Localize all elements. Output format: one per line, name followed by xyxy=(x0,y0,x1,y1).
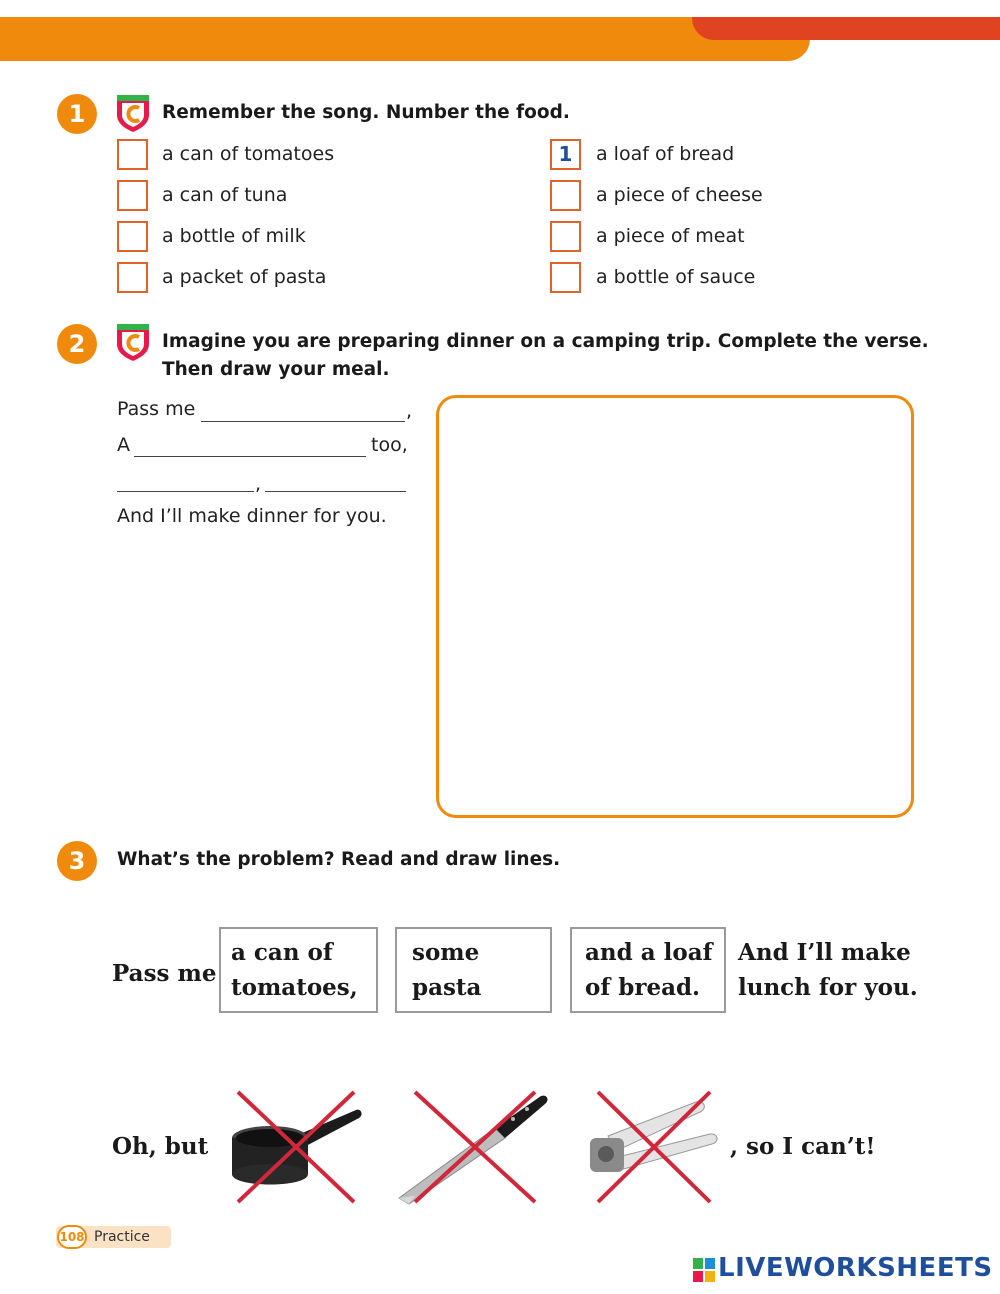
exercise-2-instruction-line1: Imagine you are preparing dinner on a camping trip. Complete the verse. xyxy=(162,331,929,352)
shield-c-icon xyxy=(115,93,151,133)
number-box-pasta[interactable] xyxy=(117,262,148,293)
ending-line2: lunch for you. xyxy=(738,974,918,1001)
exercise-3-instruction: What’s the problem? Read and draw lines. xyxy=(117,849,561,870)
word-box-line: pasta xyxy=(412,974,482,1001)
exercise-1-number: 1 xyxy=(57,94,97,134)
word-box-line: some xyxy=(412,939,480,966)
verse-line4: And I’ll make dinner for you. xyxy=(117,505,387,527)
item-label: a loaf of bread xyxy=(596,143,735,165)
verse-line1-prefix: Pass me xyxy=(117,398,196,420)
oh-but-text: Oh, but xyxy=(112,1133,209,1160)
word-box-line: and a loaf xyxy=(585,939,713,966)
section-label: Practice xyxy=(94,1229,150,1245)
verse-blank-3[interactable] xyxy=(117,491,254,492)
exercise-2-instruction-line2: Then draw your meal. xyxy=(162,359,390,380)
word-box-bread[interactable] xyxy=(570,927,726,1013)
number-box-cheese[interactable] xyxy=(550,180,581,211)
drawing-area[interactable] xyxy=(436,395,914,818)
verse-blank-2[interactable] xyxy=(134,456,366,457)
liveworksheets-brand[interactable]: LIVEWORKSHEETS xyxy=(718,1253,993,1283)
word-box-line: tomatoes, xyxy=(231,974,358,1001)
number-box-tomatoes[interactable] xyxy=(117,139,148,170)
verse-line3-comma: , xyxy=(255,473,262,495)
shield-c-icon xyxy=(115,322,151,362)
number-box-bread[interactable]: 1 xyxy=(550,139,581,170)
header-bar-orange xyxy=(0,17,810,61)
word-box-line: a can of xyxy=(231,939,333,966)
item-label: a bottle of sauce xyxy=(596,266,756,288)
number-box-milk[interactable] xyxy=(117,221,148,252)
word-box-line: of bread. xyxy=(585,974,701,1001)
item-label: a can of tomatoes xyxy=(162,143,335,165)
item-label: a packet of pasta xyxy=(162,266,327,288)
exercise-2-number: 2 xyxy=(57,324,97,364)
page-number: 108 xyxy=(57,1225,87,1249)
word-box-tomatoes[interactable] xyxy=(219,927,378,1013)
item-label: a can of tuna xyxy=(162,184,288,206)
liveworksheets-logo-icon xyxy=(693,1258,715,1282)
verse-line2-suffix: too, xyxy=(371,434,408,456)
exercise-1-instruction: Remember the song. Number the food. xyxy=(162,102,570,123)
so-i-cant-text: , so I can’t! xyxy=(730,1133,876,1160)
item-label: a piece of meat xyxy=(596,225,745,247)
number-box-meat[interactable] xyxy=(550,221,581,252)
exercise-3-number: 3 xyxy=(57,841,97,881)
verse-line2-prefix: A xyxy=(117,434,130,456)
item-label: a bottle of milk xyxy=(162,225,306,247)
pass-me-text: Pass me xyxy=(112,960,217,987)
ending-line1: And I’ll make xyxy=(738,939,911,966)
item-label: a piece of cheese xyxy=(596,184,763,206)
verse-blank-1[interactable] xyxy=(201,421,405,422)
verse-blank-4[interactable] xyxy=(265,491,406,492)
can-opener-icon[interactable] xyxy=(584,1088,724,1206)
number-box-tuna[interactable] xyxy=(117,180,148,211)
number-box-sauce[interactable] xyxy=(550,262,581,293)
header-bar-red xyxy=(692,17,1000,40)
bread-knife-icon[interactable] xyxy=(395,1088,553,1206)
verse-line1-suffix: , xyxy=(406,400,413,422)
word-box-pasta[interactable] xyxy=(395,927,552,1013)
saucepan-icon[interactable] xyxy=(228,1088,364,1206)
